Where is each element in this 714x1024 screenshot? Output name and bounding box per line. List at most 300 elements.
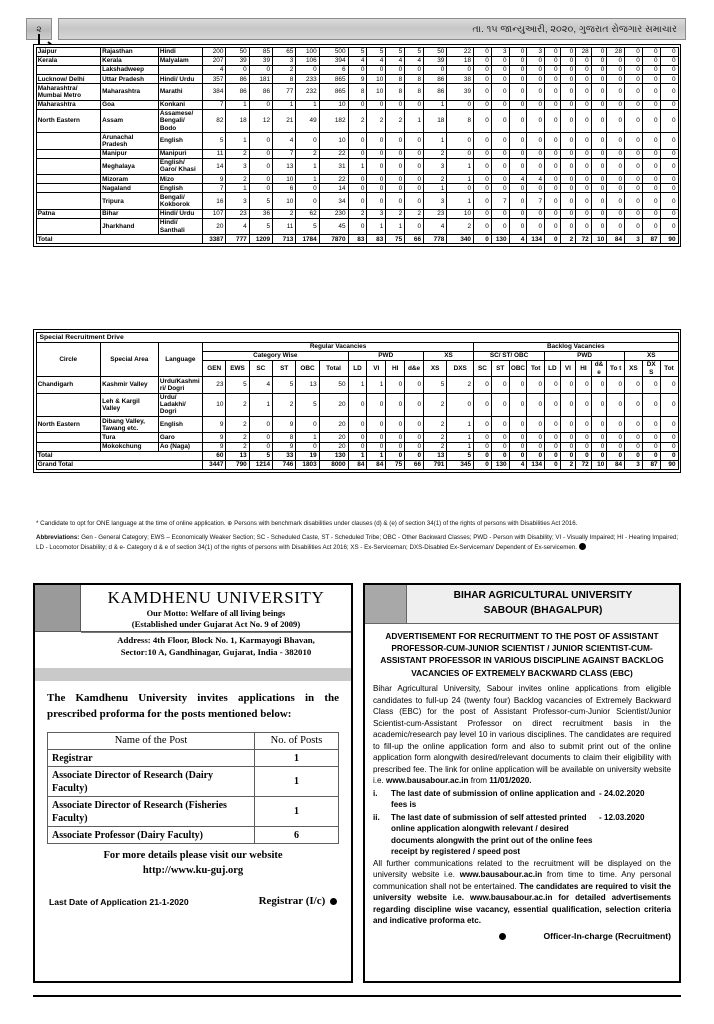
- cell-xs: 0: [625, 133, 643, 149]
- bau-item-number: i.: [373, 788, 378, 798]
- total-value: 72: [576, 235, 592, 244]
- cell-tot: 7: [527, 193, 545, 209]
- cell-obc: 0: [509, 149, 527, 158]
- cell-xs: 1: [424, 133, 447, 149]
- cell-language: Hindi/ Urdu: [158, 209, 202, 218]
- cell-vi: 0: [367, 65, 386, 74]
- table-grand-total-row-value: 746: [273, 460, 296, 469]
- cell-xs: 0: [625, 100, 643, 109]
- cell-dxs: 0: [642, 47, 660, 56]
- cell-value: 5: [226, 377, 249, 393]
- cell-ld: 0: [545, 109, 561, 133]
- cell-sc: 0: [249, 175, 272, 184]
- cell-ld: 0: [545, 149, 561, 158]
- cell-value: 0: [660, 377, 678, 393]
- cell-value: 0: [367, 442, 386, 451]
- cell-d-e: 0: [405, 218, 424, 234]
- cell-vi: 5: [367, 47, 386, 56]
- cell-gen: 107: [203, 209, 226, 218]
- cell-sc: 0: [474, 175, 492, 184]
- table-grand-total-row-value: 0: [474, 460, 492, 469]
- cell-obc: 0: [296, 184, 319, 193]
- cell-value: 0: [386, 442, 405, 451]
- abbreviations-text: Gen - General Category; EWS – Economically Weaker Section; SC - Scheduled Caste, ST - Scheduled Tribe; OBC - Other Backward Classes; PWD - Person with Disability; VI - Visually Impaired; HI - Hearing Impaired; LD - Locomotor Disability; d & e- Category d & e of section 34(1) of the rights of persons with Disabilities Act 2016; XS - Ex-Serviceman; DXS-Disabled Ex-Serviceman/ Dependent of Ex-servicemen.: [36, 533, 679, 551]
- cell-language: Hindi/ Santhali: [158, 218, 202, 234]
- cell-gen: 357: [203, 75, 226, 84]
- cell-state: Tripura: [100, 193, 158, 209]
- cell-ld: 1: [348, 158, 367, 174]
- cell-language: Konkani: [158, 100, 202, 109]
- cell-value: 9: [273, 442, 296, 451]
- cell-value: 2: [424, 393, 447, 417]
- cell-obc: 0: [296, 193, 319, 209]
- cell-xs: 0: [625, 56, 643, 65]
- ku-post-row: [48, 750, 339, 767]
- cell-value: 0: [405, 442, 424, 451]
- ku-divider-band: [35, 668, 351, 681]
- cell-value: 0: [447, 393, 474, 417]
- cell-obc: 5: [296, 218, 319, 234]
- cell-obc: 106: [296, 56, 319, 65]
- cell-sc: 0: [474, 133, 492, 149]
- cell-tot: 4: [527, 175, 545, 184]
- cell-obc: 0: [509, 158, 527, 174]
- cell-st: 0: [491, 65, 509, 74]
- cell-value: 0: [249, 442, 272, 451]
- cell-value: 20: [319, 417, 348, 433]
- cell-d-e: 0: [405, 149, 424, 158]
- cell-dxs: 1: [447, 193, 474, 209]
- header-tot: Tot: [660, 360, 678, 376]
- ku-address-line2: Sector:10 A, Gandhinagar, Gujarat, India - 382010: [120, 646, 312, 657]
- cell-vi: 1: [367, 218, 386, 234]
- cell-value: 0: [607, 442, 625, 451]
- cell-d-e: 8: [405, 84, 424, 100]
- cell-value: 0: [386, 393, 405, 417]
- bau-title-line2: SABOUR (BHAGALPUR): [483, 604, 603, 616]
- cell-value: 23: [203, 377, 226, 393]
- cell-ld: 0: [545, 175, 561, 184]
- cell-tot: 0: [607, 193, 625, 209]
- cell-tot: 0: [607, 109, 625, 133]
- cell-tot: 0: [660, 193, 678, 209]
- header-ld: LD: [545, 360, 561, 376]
- cell-ld: 0: [545, 218, 561, 234]
- cell-obc: 0: [509, 100, 527, 109]
- cell-value: 0: [660, 442, 678, 451]
- cell-tot: 0: [527, 100, 545, 109]
- cell-value: 0: [607, 433, 625, 442]
- cell-value: 0: [367, 393, 386, 417]
- cell-value: 0: [576, 442, 592, 451]
- cell-circle: [36, 65, 100, 74]
- cell-value: 8: [273, 433, 296, 442]
- cell-state: Uttar Pradesh: [100, 75, 158, 84]
- ku-header: [35, 585, 351, 632]
- cell-value: 1: [447, 433, 474, 442]
- cell-dxs: 0: [447, 184, 474, 193]
- cell-value: 20: [319, 433, 348, 442]
- total-value: 340: [447, 235, 474, 244]
- ku-post-name: Associate Director of Research (Dairy Faculty): [48, 767, 255, 797]
- total-value: 4: [509, 235, 527, 244]
- table-total-row-value: 0: [660, 451, 678, 460]
- bau-item-text: The last date of submission of self attested printed online application alongwith relevant / desired documents alongwith the print out of the online fees receipt by registered / speed post: [391, 812, 593, 857]
- cell-value: 0: [296, 417, 319, 433]
- cell-gen: 200: [203, 47, 226, 56]
- cell-value: 0: [625, 377, 643, 393]
- cell-tot: 0: [607, 175, 625, 184]
- total-value: 1209: [249, 235, 272, 244]
- cell-language: English: [158, 417, 202, 433]
- cell-sc: 86: [249, 84, 272, 100]
- cell-total: 6: [319, 65, 348, 74]
- table-total-row-value: 1: [348, 451, 367, 460]
- cell-value: 0: [660, 393, 678, 417]
- cell-xs: 0: [625, 109, 643, 133]
- cell-dxs: 0: [642, 65, 660, 74]
- cell-d-e: 0: [591, 109, 607, 133]
- cell-tot: 0: [607, 218, 625, 234]
- cell-dxs: 18: [447, 56, 474, 65]
- bau-p1-site[interactable]: www.bausabour.ac.in: [386, 776, 469, 786]
- footnote-text: Candidate to opt for ONE language at the time of online application. ⊕ Persons with benchmark disabilities under clauses (d) & (e) of section 34(1) of the rights of persons with Disabilities Act 2016.: [40, 520, 578, 527]
- cell-value: 0: [576, 417, 592, 433]
- cell-value: 9: [273, 417, 296, 433]
- cell-hi: 0: [576, 75, 592, 84]
- cell-ld: 0: [545, 84, 561, 100]
- cell-ld: 0: [348, 218, 367, 234]
- vacancy-table-1: [33, 44, 681, 247]
- cell-value: 2: [226, 393, 249, 417]
- cell-value: 0: [560, 433, 576, 442]
- cell-st: 2: [273, 209, 296, 218]
- cell-vi: 0: [367, 184, 386, 193]
- cell-dxs: 0: [447, 100, 474, 109]
- table-total-row-value: 19: [296, 451, 319, 460]
- cell-d-e: 0: [591, 149, 607, 158]
- table-grand-total-row-value: 72: [576, 460, 592, 469]
- cell-hi: 2: [386, 209, 405, 218]
- table-total-row-value: 5: [447, 451, 474, 460]
- cell-ld: 0: [348, 175, 367, 184]
- cell-tot: 0: [607, 100, 625, 109]
- cell-value: 2: [424, 442, 447, 451]
- table-row: [36, 158, 678, 174]
- cell-hi: 1: [386, 218, 405, 234]
- cell-circle: [36, 193, 100, 209]
- bau-header: [365, 585, 679, 624]
- cell-ews: 1: [226, 133, 249, 149]
- cell-hi: 0: [386, 184, 405, 193]
- table-row: [36, 442, 678, 451]
- cell-value: 0: [249, 433, 272, 442]
- cell-value: 0: [491, 393, 509, 417]
- bau-p2-bold: The candidates are required to visit the university website i.e. www.bausabour.ac.in for detailed advertisements regarding discipline wise vacancy, essential qualification, selection criteria and indicative proforma etc.: [373, 881, 671, 925]
- cell-sc: 85: [249, 47, 272, 56]
- cell-value: 0: [607, 393, 625, 417]
- cell-sc: 0: [249, 184, 272, 193]
- cell-total: 45: [319, 218, 348, 234]
- cell-st: 0: [491, 218, 509, 234]
- cell-circle: [36, 175, 100, 184]
- cell-obc: 0: [509, 109, 527, 133]
- cell-obc: 0: [509, 193, 527, 209]
- table-grand-total-row-value: 84: [367, 460, 386, 469]
- table-total-row-value: 0: [474, 451, 492, 460]
- cell-obc: 62: [296, 209, 319, 218]
- cell-area: Leh & Kargil Valley: [100, 393, 158, 417]
- cell-ld: 0: [348, 100, 367, 109]
- cell-value: 5: [424, 377, 447, 393]
- cell-tot: 0: [660, 218, 678, 234]
- cell-sc: 0: [474, 149, 492, 158]
- cell-vi: 0: [560, 65, 576, 74]
- cell-dxs: 0: [642, 193, 660, 209]
- cell-ld: 0: [545, 47, 561, 56]
- header-circle: Circle: [36, 342, 100, 377]
- cell-st: 0: [491, 56, 509, 65]
- cell-d-e: 1: [405, 109, 424, 133]
- cell-value: 0: [296, 442, 319, 451]
- cell-tot: 0: [527, 158, 545, 174]
- cell-ld: 9: [348, 75, 367, 84]
- cell-obc: 0: [509, 65, 527, 74]
- table-row: [36, 100, 678, 109]
- cell-hi: 2: [386, 109, 405, 133]
- cell-value: 20: [319, 442, 348, 451]
- cell-value: 1: [447, 417, 474, 433]
- cell-xs: 0: [625, 175, 643, 184]
- ad-kamdhenu-university: [33, 583, 353, 983]
- cell-hi: 0: [386, 133, 405, 149]
- cell-sc: 0: [249, 133, 272, 149]
- cell-st: 10: [273, 193, 296, 209]
- cell-gen: 7: [203, 184, 226, 193]
- cell-d-e: 2: [405, 209, 424, 218]
- cell-ews: 0: [226, 65, 249, 74]
- cell-sc: 0: [474, 75, 492, 84]
- cell-total: 182: [319, 109, 348, 133]
- cell-st: 0: [491, 209, 509, 218]
- cell-hi: 0: [576, 65, 592, 74]
- total-value: 713: [273, 235, 296, 244]
- table-row: [36, 209, 678, 218]
- bau-header-text: [407, 585, 679, 623]
- cell-d-e: 0: [591, 56, 607, 65]
- cell-xs: 86: [424, 75, 447, 84]
- total-value: 75: [386, 235, 405, 244]
- bau-blob-icon: [499, 933, 506, 940]
- cell-st: 7: [491, 193, 509, 209]
- table-row: [36, 193, 678, 209]
- cell-circle: Patna: [36, 209, 100, 218]
- table-total-row-value: 0: [491, 451, 509, 460]
- table-total-row-value: 13: [226, 451, 249, 460]
- cell-st: 7: [273, 149, 296, 158]
- end-blob-icon: [579, 543, 586, 550]
- cell-hi: 0: [576, 56, 592, 65]
- table-total-row-value: 60: [203, 451, 226, 460]
- bau-paragraph-1: [373, 683, 671, 786]
- cell-st: 0: [491, 109, 509, 133]
- cell-gen: 4: [203, 65, 226, 74]
- cell-gen: 20: [203, 218, 226, 234]
- cell-gen: 384: [203, 84, 226, 100]
- cell-vi: 0: [560, 209, 576, 218]
- cell-dxs: 0: [642, 75, 660, 84]
- cell-circle: [36, 149, 100, 158]
- cell-value: 0: [509, 377, 527, 393]
- table-grand-total-row-value: 0: [545, 460, 561, 469]
- cell-obc: 2: [296, 149, 319, 158]
- cell-d-e: 0: [405, 193, 424, 209]
- cell-sc: 0: [474, 84, 492, 100]
- cell-value: 0: [591, 393, 607, 417]
- cell-total: 22: [319, 175, 348, 184]
- cell-ews: 86: [226, 75, 249, 84]
- cell-st: 2: [273, 65, 296, 74]
- cell-area: Kashmir Valley: [100, 377, 158, 393]
- cell-state: Maharashtra: [100, 84, 158, 100]
- cell-st: 10: [273, 175, 296, 184]
- cell-vi: 0: [560, 133, 576, 149]
- cell-gen: 5: [203, 133, 226, 149]
- cell-value: 1: [447, 442, 474, 451]
- cell-tot: 0: [660, 184, 678, 193]
- cell-tot: 0: [660, 75, 678, 84]
- header-obc: OBC: [509, 360, 527, 376]
- header-hi: HI: [386, 360, 405, 376]
- cell-value: 0: [474, 377, 492, 393]
- cell-st: 0: [491, 84, 509, 100]
- cell-value: 0: [509, 433, 527, 442]
- cell-dxs: 0: [447, 149, 474, 158]
- total-value: 1784: [296, 235, 319, 244]
- cell-st: 0: [491, 175, 509, 184]
- cell-value: 0: [474, 442, 492, 451]
- cell-value: 0: [560, 417, 576, 433]
- ku-logo: [35, 585, 81, 631]
- ku-website[interactable]: http://www.ku-guj.org: [142, 864, 244, 876]
- bau-list-item: [373, 788, 671, 811]
- cell-tot: 0: [607, 158, 625, 174]
- ku-more-text: For more details please visit our website: [103, 850, 283, 862]
- cell-ld: 0: [545, 100, 561, 109]
- cell-tot: 0: [660, 65, 678, 74]
- cell-ews: 1: [226, 184, 249, 193]
- bau-p2-site[interactable]: www.bausabour.ac.in: [459, 870, 543, 880]
- table-grand-total-row-value: 130: [491, 460, 509, 469]
- cell-st: 6: [273, 184, 296, 193]
- cell-xs: 0: [625, 84, 643, 100]
- cell-value: 0: [545, 442, 561, 451]
- cell-value: 2: [424, 433, 447, 442]
- cell-obc: 1: [296, 158, 319, 174]
- header-xs-regular: XS: [424, 351, 474, 360]
- header-language: Language: [158, 342, 202, 377]
- cell-tot: 0: [527, 184, 545, 193]
- cell-value: 0: [405, 377, 424, 393]
- total-label: Total: [36, 235, 203, 244]
- cell-st: 21: [273, 109, 296, 133]
- cell-ld: 0: [545, 56, 561, 65]
- cell-value: 0: [560, 377, 576, 393]
- total-value: 0: [474, 235, 492, 244]
- cell-value: 0: [625, 393, 643, 417]
- cell-value: 0: [527, 442, 545, 451]
- cell-dxs: 0: [642, 109, 660, 133]
- cell-tot: 0: [607, 84, 625, 100]
- cell-value: 2: [226, 417, 249, 433]
- table-row: [36, 433, 678, 442]
- footnote: * Candidate to opt for ONE language at the time of online application. ⊕ Persons with benchmark disabilities under clauses (d) & (e) of section 34(1) of the rights of persons with Disabilities Act 2016.: [36, 520, 578, 527]
- cell-value: 0: [642, 377, 660, 393]
- cell-obc: 1: [296, 100, 319, 109]
- cell-st: 3: [273, 56, 296, 65]
- bau-signatory: [373, 931, 671, 941]
- cell-state: Rajasthan: [100, 47, 158, 56]
- cell-state: Nagaland: [100, 184, 158, 193]
- cell-value: 5: [296, 393, 319, 417]
- cell-vi: 0: [560, 56, 576, 65]
- table-row: [36, 84, 678, 100]
- cell-d-e: 0: [591, 193, 607, 209]
- ku-address-line1: Address: 4th Floor, Block No. 1, Karmayogi Bhavan,: [117, 635, 315, 645]
- cell-d-e: 8: [405, 75, 424, 84]
- cell-circle: [36, 184, 100, 193]
- header-pwd-backlog: PWD: [545, 351, 625, 360]
- cell-value: 0: [560, 442, 576, 451]
- total-value: 84: [607, 235, 625, 244]
- cell-tot: 0: [660, 109, 678, 133]
- cell-value: 0: [348, 393, 367, 417]
- bau-p2-b: from time to time. Any personal communication shall not be entertained.: [373, 870, 671, 891]
- cell-xs: 4: [424, 218, 447, 234]
- table-total-row-value: 0: [607, 451, 625, 460]
- cell-xs: 23: [424, 209, 447, 218]
- cell-value: 1: [367, 377, 386, 393]
- cell-hi: 0: [386, 193, 405, 209]
- table-row: [36, 175, 678, 184]
- cell-ld: 0: [545, 75, 561, 84]
- cell-tot: 0: [527, 84, 545, 100]
- cell-d-e: 0: [591, 184, 607, 193]
- cell-state: Assam: [100, 109, 158, 133]
- cell-st: 13: [273, 158, 296, 174]
- header-xs: XS: [424, 360, 447, 376]
- cell-xs: 0: [625, 158, 643, 174]
- header-category-wise: Category Wise: [203, 351, 348, 360]
- header-to-t: To t: [607, 360, 625, 376]
- total-value: 2: [560, 235, 576, 244]
- cell-value: 0: [576, 433, 592, 442]
- ku-post-name: Associate Director of Research (Fisheries Faculty): [48, 797, 255, 827]
- cell-xs: 0: [625, 75, 643, 84]
- cell-hi: 8: [386, 84, 405, 100]
- cell-circle: Chandigarh: [36, 377, 100, 393]
- cell-dxs: 0: [642, 184, 660, 193]
- cell-sc: 0: [474, 65, 492, 74]
- table-row: [36, 184, 678, 193]
- cell-circle: Lucknow/ Delhi: [36, 75, 100, 84]
- cell-gen: 16: [203, 193, 226, 209]
- cell-value: 0: [386, 377, 405, 393]
- bau-title-line1: BIHAR AGRICULTURAL UNIVERSITY: [453, 590, 633, 601]
- cell-dxs: 0: [642, 100, 660, 109]
- table-total-row-value: 33: [273, 451, 296, 460]
- table-total-row-value: 0: [405, 451, 424, 460]
